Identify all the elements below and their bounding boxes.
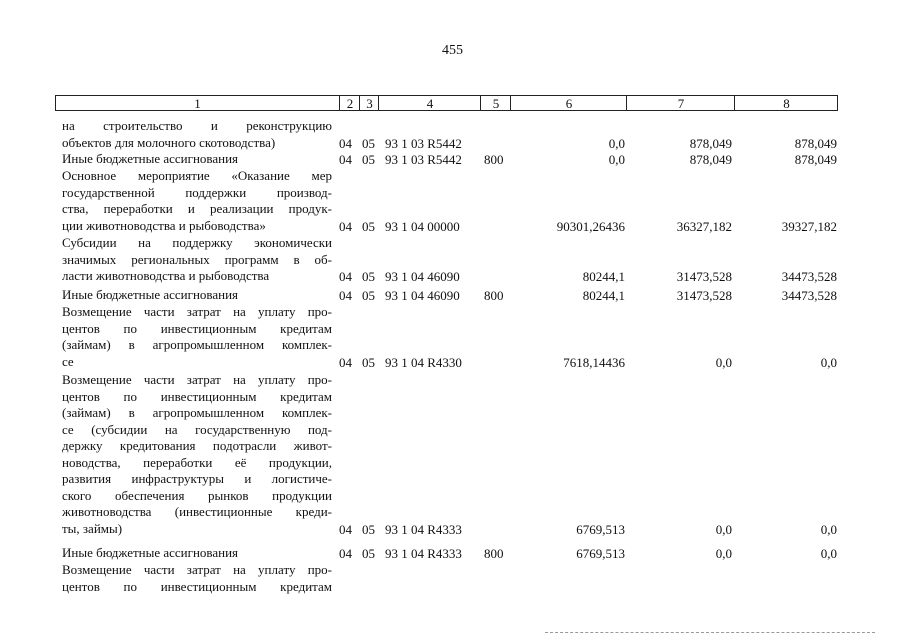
cell-c2: 04 bbox=[339, 288, 352, 303]
cell-c6: 0,0 bbox=[608, 152, 625, 167]
description-line: развития инфраструктуры и логистиче- bbox=[62, 471, 332, 486]
description-line: центов по инвестиционным кредитам bbox=[62, 578, 332, 594]
cell-c3: 05 bbox=[362, 135, 375, 151]
header-col-3: 3 bbox=[359, 96, 379, 110]
cell-c8: 34473,528 bbox=[781, 269, 837, 284]
cell-c4: 93 1 03 R5442 bbox=[385, 152, 462, 167]
cell-c6: 6769,513 bbox=[576, 521, 625, 537]
header-col-2: 2 bbox=[339, 96, 360, 110]
description-line: ства, переработки и реализации продук- bbox=[62, 201, 332, 216]
cell-c6: 7618,14436 bbox=[563, 354, 625, 370]
description-line: (займам) в агропромышленном комплек- bbox=[62, 337, 332, 352]
cell-c7: 0,0 bbox=[715, 521, 732, 537]
description-line: центов по инвестиционным кредитам bbox=[62, 388, 332, 404]
cell-c2: 04 bbox=[339, 354, 352, 370]
cell-c3: 05 bbox=[362, 269, 375, 284]
description-line: держку кредитования подотрасли живот- bbox=[62, 438, 332, 453]
cell-c7: 878,049 bbox=[689, 135, 732, 151]
description-line: Иные бюджетные ассигнования bbox=[62, 545, 239, 560]
row-description bbox=[62, 545, 332, 562]
cell-c7: 31473,528 bbox=[676, 269, 732, 284]
cell-c5: 800 bbox=[484, 288, 504, 303]
description-line: новодства, переработки её продукции, bbox=[62, 454, 332, 470]
cell-c3: 05 bbox=[362, 152, 375, 167]
description-line: Возмещение части затрат на уплату про- bbox=[62, 304, 332, 319]
description-line: Возмещение части затрат на уплату про- bbox=[62, 372, 332, 387]
cell-c7: 36327,182 bbox=[676, 218, 732, 234]
cell-c2: 04 bbox=[339, 269, 352, 284]
cell-c7: 878,049 bbox=[689, 152, 732, 167]
description-line: се bbox=[62, 353, 74, 369]
description-line: ласти животноводства и рыбоводства bbox=[62, 268, 270, 283]
scan-artifact-line bbox=[545, 632, 875, 634]
cell-c8: 878,049 bbox=[794, 152, 837, 167]
cell-c4: 93 1 04 R4330 bbox=[385, 354, 462, 370]
cell-c3: 05 bbox=[362, 521, 375, 537]
cell-c2: 04 bbox=[339, 521, 352, 537]
description-line: Основное мероприятие «Оказание мер bbox=[62, 168, 332, 183]
description-line: объектов для молочного скотоводства) bbox=[62, 134, 276, 150]
description-line: на строительство и реконструкцию bbox=[62, 118, 332, 133]
cell-c3: 05 bbox=[362, 288, 375, 303]
description-line: Иные бюджетные ассигнования bbox=[62, 287, 239, 302]
cell-c3: 05 bbox=[362, 218, 375, 234]
cell-c7: 31473,528 bbox=[676, 288, 732, 303]
cell-c8: 34473,528 bbox=[781, 288, 837, 303]
row-description bbox=[62, 287, 332, 304]
cell-c6: 80244,1 bbox=[582, 269, 625, 284]
cell-c4: 93 1 04 R4333 bbox=[385, 521, 462, 537]
cell-c8: 39327,182 bbox=[781, 218, 837, 234]
description-line: се (субсидии на государственную под- bbox=[62, 421, 332, 437]
row-description bbox=[62, 235, 332, 285]
header-col-6: 6 bbox=[510, 96, 627, 110]
header-col-5: 5 bbox=[480, 96, 511, 110]
cell-c6: 80244,1 bbox=[582, 288, 625, 303]
cell-c2: 04 bbox=[339, 218, 352, 234]
cell-c4: 93 1 04 00000 bbox=[385, 218, 460, 234]
description-line: государственной поддержки производ- bbox=[62, 184, 332, 200]
description-line: ты, займы) bbox=[62, 520, 123, 536]
description-line: (займам) в агропромышленном комплек- bbox=[62, 405, 332, 420]
cell-c4: 93 1 03 R5442 bbox=[385, 135, 462, 151]
description-line: Возмещение части затрат на уплату про- bbox=[62, 562, 332, 577]
cell-c8: 0,0 bbox=[820, 521, 837, 537]
cell-c4: 93 1 04 46090 bbox=[385, 269, 460, 284]
header-col-7: 7 bbox=[626, 96, 735, 110]
row-description bbox=[62, 304, 332, 370]
cell-c8: 0,0 bbox=[820, 354, 837, 370]
cell-c6: 0,0 bbox=[608, 135, 625, 151]
cell-c7: 0,0 bbox=[715, 354, 732, 370]
cell-c2: 04 bbox=[339, 152, 352, 167]
row-description bbox=[62, 151, 332, 168]
description-line: Иные бюджетные ассигнования bbox=[62, 151, 239, 166]
description-line: центов по инвестиционным кредитам bbox=[62, 320, 332, 336]
row-description bbox=[62, 118, 332, 151]
page-number: 455 bbox=[442, 43, 463, 58]
cell-c2: 04 bbox=[339, 135, 352, 151]
header-col-1: 1 bbox=[194, 96, 201, 111]
row-description bbox=[62, 372, 332, 537]
row-description bbox=[62, 562, 332, 595]
cell-c6: 6769,513 bbox=[576, 546, 625, 561]
header-col-8: 8 bbox=[734, 96, 838, 110]
table-header bbox=[55, 95, 838, 111]
cell-c5: 800 bbox=[484, 546, 504, 561]
description-line: Субсидии на поддержку экономически bbox=[62, 235, 332, 250]
cell-c5: 800 bbox=[484, 152, 504, 167]
cell-c6: 90301,26436 bbox=[556, 218, 625, 234]
description-line: ского обеспечения рынков продукции bbox=[62, 487, 332, 503]
row-description bbox=[62, 168, 332, 234]
cell-c7: 0,0 bbox=[715, 546, 732, 561]
cell-c8: 0,0 bbox=[820, 546, 837, 561]
header-col-4: 4 bbox=[378, 96, 481, 110]
description-line: ции животноводства и рыбоводства» bbox=[62, 217, 266, 233]
cell-c2: 04 bbox=[339, 546, 352, 561]
cell-c3: 05 bbox=[362, 546, 375, 561]
cell-c4: 93 1 04 46090 bbox=[385, 288, 460, 303]
cell-c4: 93 1 04 R4333 bbox=[385, 546, 462, 561]
cell-c8: 878,049 bbox=[794, 135, 837, 151]
cell-c3: 05 bbox=[362, 354, 375, 370]
description-line: значимых региональных программ в об- bbox=[62, 251, 332, 267]
description-line: животноводства (инвестиционные креди- bbox=[62, 504, 332, 519]
